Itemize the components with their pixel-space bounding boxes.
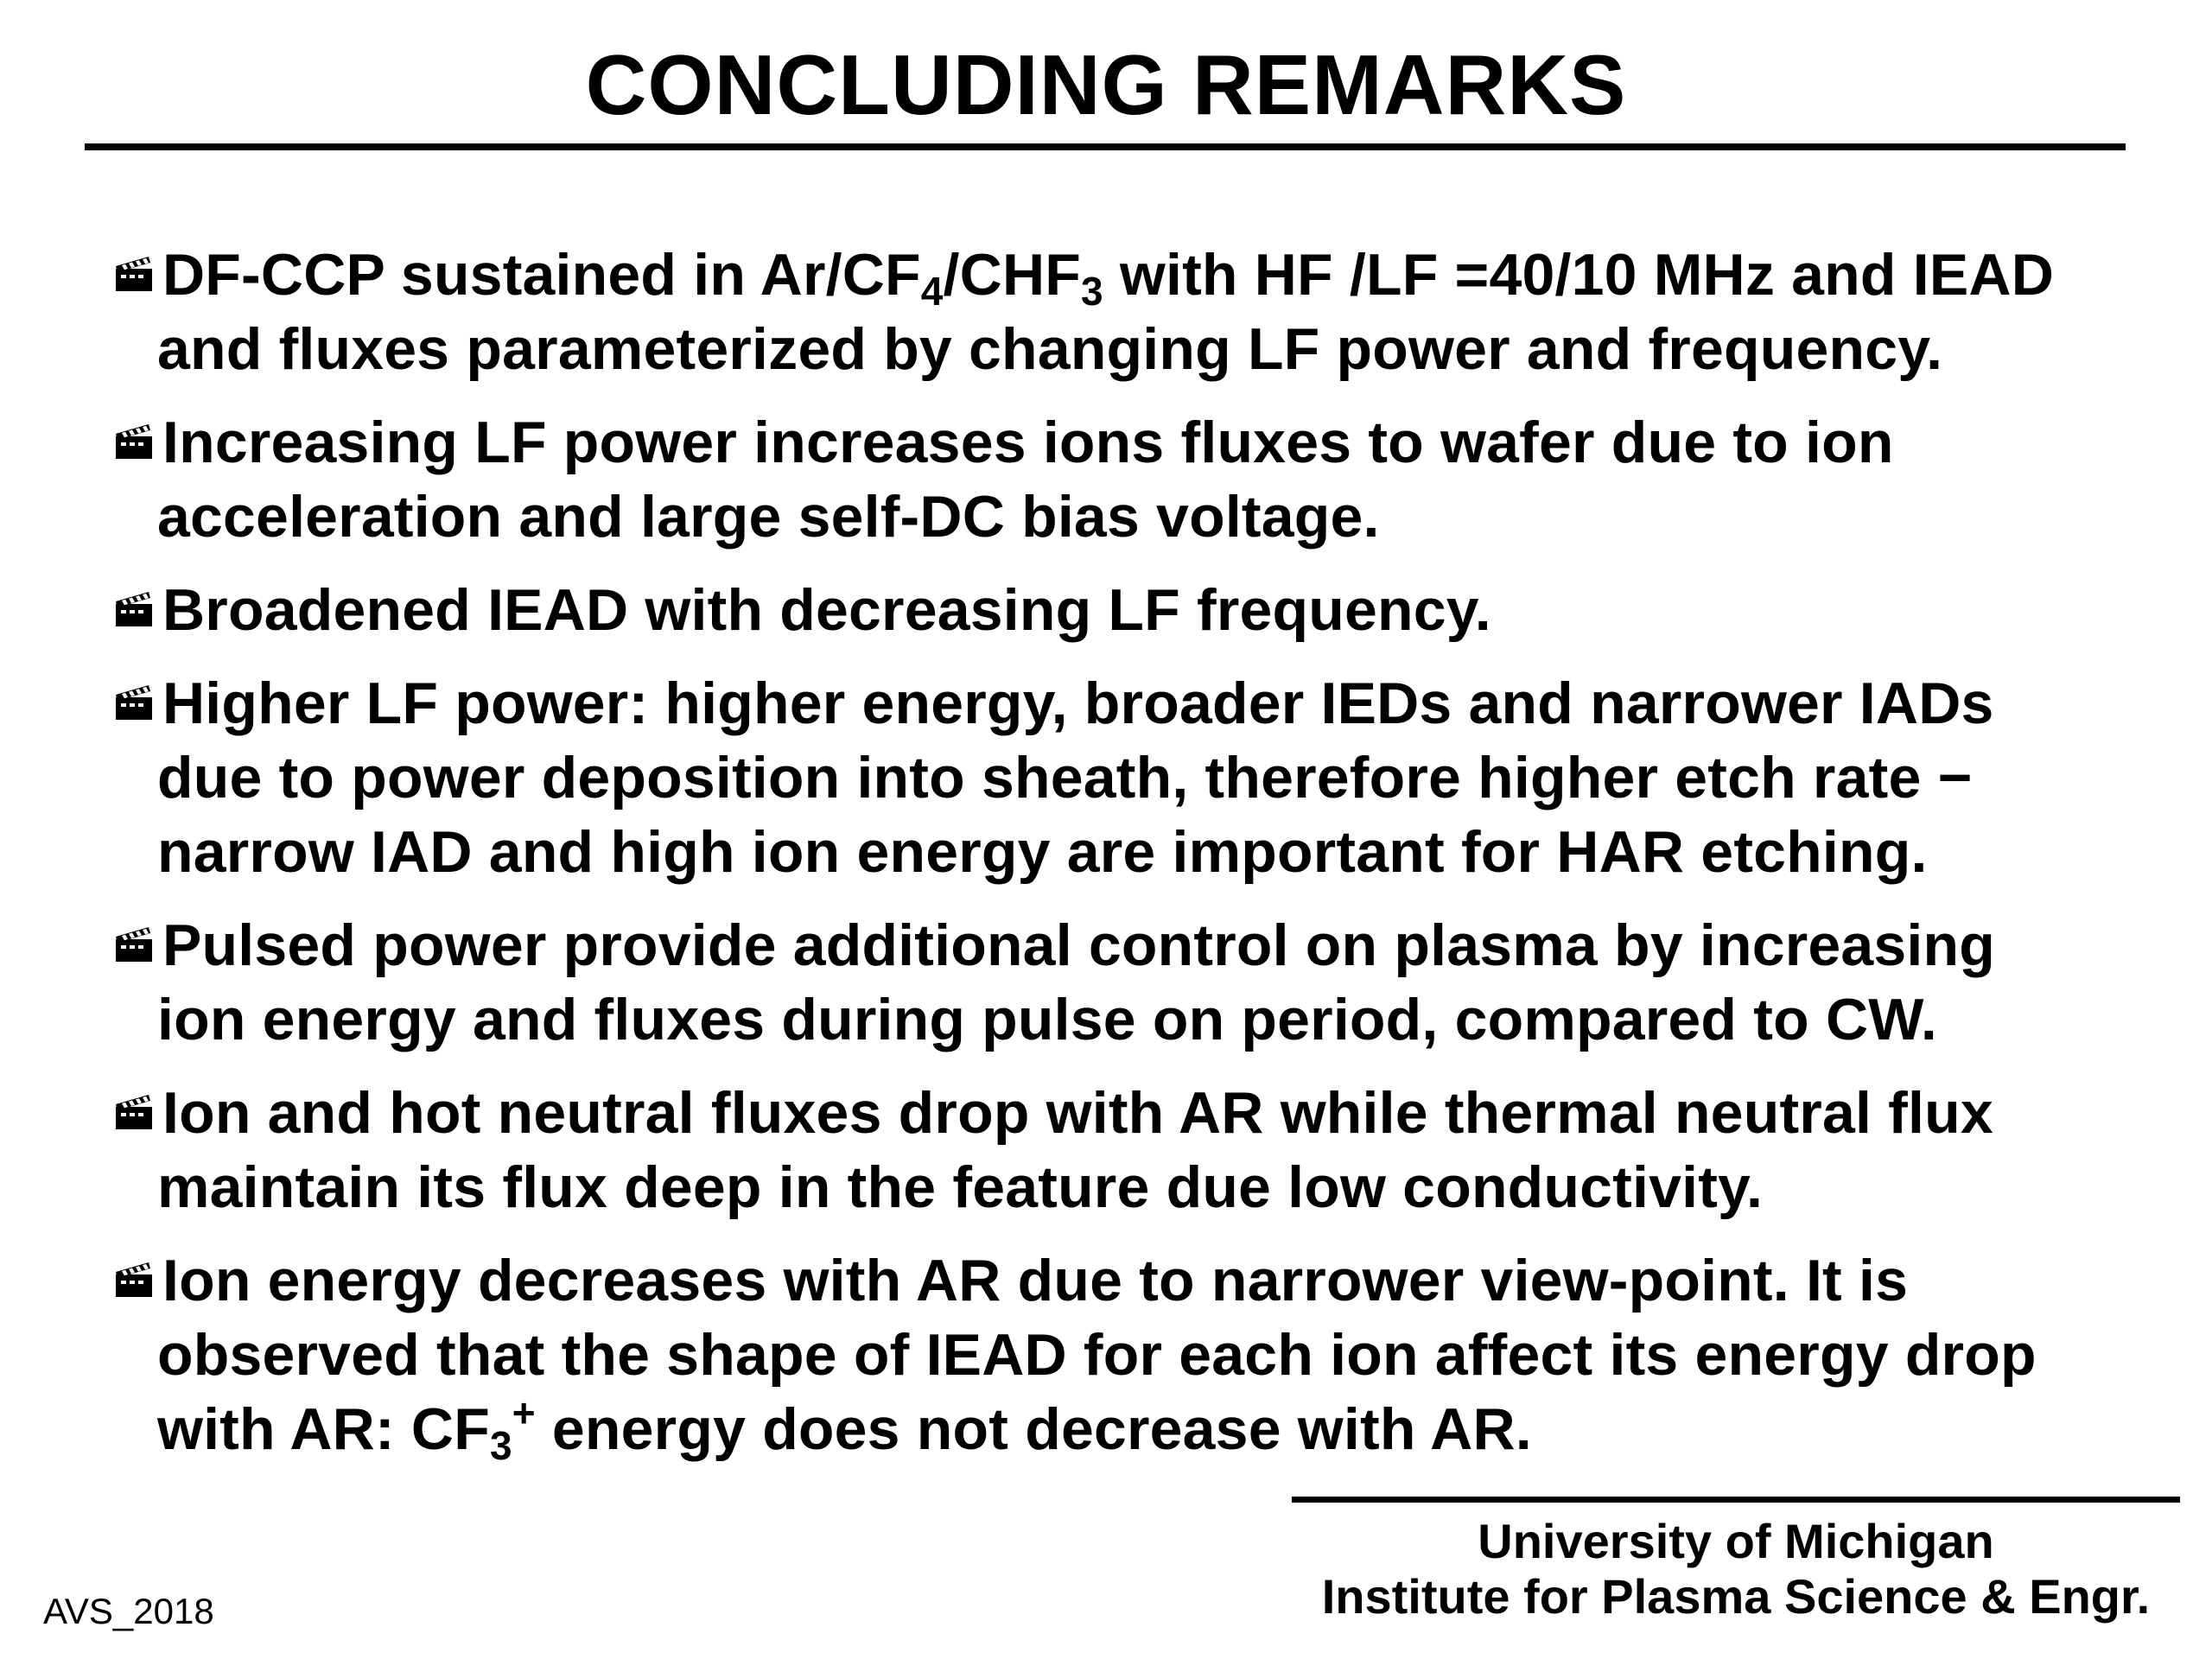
title-divider bbox=[85, 143, 2126, 150]
remark-text: narrow IAD and high ion energy are important for HAR etching. bbox=[157, 819, 1928, 885]
remark-text: due to power deposition into sheath, therefore higher etch rate − bbox=[157, 745, 1973, 810]
remark-line bbox=[162, 238, 2171, 312]
remark-item bbox=[114, 1243, 2171, 1466]
clapperboard-icon bbox=[114, 253, 154, 293]
clapperboard-icon bbox=[114, 682, 154, 721]
remark-line bbox=[157, 1318, 2171, 1392]
remark-text: Ion energy decreases with AR due to narrower view-point. It is bbox=[162, 1248, 1909, 1313]
remark-line bbox=[157, 312, 2171, 386]
remark-line bbox=[157, 1150, 2171, 1224]
affiliation-institute: Institute for Plasma Science & Engr. bbox=[1321, 1569, 2151, 1624]
clapperboard-icon bbox=[114, 588, 154, 628]
subscript: 4 bbox=[920, 269, 944, 314]
remark-text: with AR: CF bbox=[157, 1396, 490, 1462]
remark-item bbox=[114, 908, 2171, 1057]
clapperboard-icon bbox=[114, 1259, 154, 1299]
remark-text: Pulsed power provide additional control on plasma by increasing bbox=[162, 912, 1995, 978]
remark-text: Ion and hot neutral fluxes drop with AR while thermal neutral flux bbox=[162, 1080, 1993, 1146]
clapperboard-icon bbox=[114, 421, 154, 461]
remark-text: Increasing LF power increases ions fluxes to wafer due to ion bbox=[162, 410, 1894, 475]
remark-item bbox=[114, 405, 2171, 554]
remark-line bbox=[157, 480, 2171, 554]
clapperboard-icon bbox=[114, 1091, 154, 1131]
remark-text: energy does not decrease with AR. bbox=[535, 1396, 1532, 1462]
subscript: 3 bbox=[489, 1423, 512, 1468]
remark-line bbox=[162, 573, 2171, 647]
remark-line bbox=[162, 908, 2171, 982]
slide-title: CONCLUDING REMARKS bbox=[585, 37, 1627, 132]
affiliation-university: University of Michigan bbox=[1478, 1514, 1994, 1568]
footer-divider bbox=[1292, 1497, 2180, 1503]
remark-item bbox=[114, 666, 2171, 889]
remark-item bbox=[114, 238, 2171, 386]
remark-text: and fluxes parameterized by changing LF power and frequency. bbox=[157, 316, 1943, 382]
remark-line bbox=[157, 815, 2171, 889]
remark-text: DF-CCP sustained in Ar/CF bbox=[162, 242, 921, 308]
remark-text: maintain its flux deep in the feature due low conductivity. bbox=[157, 1154, 1764, 1220]
remark-line bbox=[157, 982, 2171, 1057]
conference-tag: AVS_2018 bbox=[43, 1591, 214, 1631]
remark-line bbox=[157, 741, 2171, 815]
remark-line bbox=[162, 1243, 2171, 1318]
remark-item bbox=[114, 573, 2171, 647]
superscript: + bbox=[512, 1390, 536, 1435]
remark-text: Broadened IEAD with decreasing LF frequency. bbox=[162, 577, 1491, 643]
remark-item bbox=[114, 1076, 2171, 1224]
remark-line bbox=[157, 1392, 2171, 1466]
subscript: 3 bbox=[1081, 269, 1103, 314]
clapperboard-icon bbox=[114, 924, 154, 963]
affiliation-block bbox=[1292, 1514, 2180, 1624]
remark-text: Higher LF power: higher energy, broader IEDs and narrower IADs bbox=[162, 671, 1994, 736]
remark-text: with HF /LF =40/10 MHz and IEAD bbox=[1103, 242, 2055, 308]
remarks-list bbox=[114, 238, 2171, 1485]
remark-text: ion energy and fluxes during pulse on period, compared to CW. bbox=[157, 987, 1937, 1052]
remark-line bbox=[162, 666, 2171, 741]
remark-text: observed that the shape of IEAD for each ion affect its energy drop bbox=[157, 1322, 2037, 1388]
remark-line bbox=[162, 405, 2171, 480]
remark-text: /CHF bbox=[943, 242, 1081, 308]
remark-text: acceleration and large self-DC bias voltage. bbox=[157, 484, 1380, 550]
remark-line bbox=[162, 1076, 2171, 1150]
